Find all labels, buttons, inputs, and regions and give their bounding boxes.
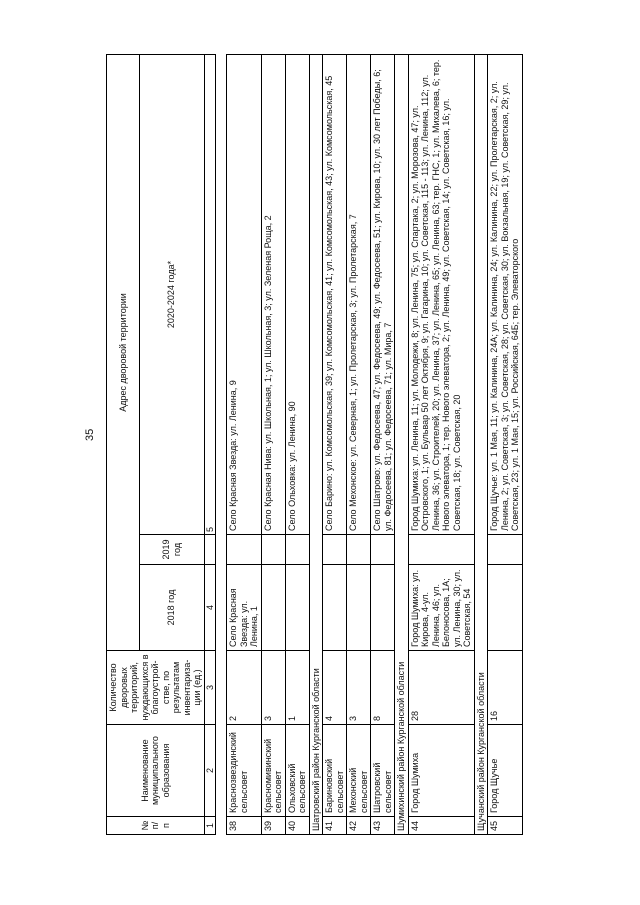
row-num: 42 [347,817,371,835]
colnum: 1 [204,817,216,835]
table-row [408,55,474,835]
row-2020: Село Красная Нива: ул. Школьная, 1; ул. Школьная, 3; ул. Зеленая Роща, 2 [261,55,285,535]
header-2020: 2020-2024 года* [139,55,204,535]
row-name: Бариновский сельсовет [323,725,347,817]
row-name: Краснозвездинский сельсовет [227,725,262,817]
header-num: № п/п [107,817,205,835]
row-count: 4 [323,651,347,725]
row-2019 [371,535,395,565]
row-2019 [285,535,309,565]
table-row [285,55,309,835]
row-2019 [261,535,285,565]
row-2020: Село Мехонское: ул. Северная, 1; ул. Пролетарская, 3; ул. Пролетарская, 7 [347,55,371,535]
table-row [347,55,371,835]
page-number: 35 [84,428,96,441]
row-2020: Село Шатрово: ул. Федосеева, 47; ул. Федосеева, 49; ул. Федосеева, 51; ул. Кирова, 10; ул. 30 лет Победы, 6; ул. Федосеева, 81; ул. Федосеева, 71; ул. Мира, 7 [371,55,395,535]
row-2019 [488,535,523,565]
row-name: Город Щучье [488,725,523,817]
colnum: 2 [204,725,216,817]
row-num: 44 [408,817,474,835]
row-2018 [285,565,309,651]
row-2020: Село Ольховка: ул. Ленина, 90 [285,55,309,535]
table-row [371,55,395,835]
colnum [204,535,216,565]
row-name: Город Шумиха [408,725,474,817]
row-count: 2 [227,651,262,725]
row-count: 3 [261,651,285,725]
row-2018 [323,565,347,651]
row-num: 45 [488,817,523,835]
colnum: 3 [204,651,216,725]
row-2018: Город Шумиха: ул. Кирова, 4-ул. Ленина, 46; ул. Белоносова, 1А; ул. Ленина, 30; ул. Советская, 54 [408,565,474,651]
row-count: 28 [408,651,474,725]
row-count: 8 [371,651,395,725]
colnum: 5 [204,55,216,535]
row-name: Красномивинский сельсовет [261,725,285,817]
row-2018 [347,565,371,651]
address-table [106,54,523,835]
rotated-page [106,55,616,835]
row-num: 38 [227,817,262,835]
table-row [488,55,523,835]
row-name: Мехонский сельсовет [347,725,371,817]
header-address: Адрес дворовой территории [107,55,140,651]
row-count: 16 [488,651,523,725]
region-heading: Шумихинский район Курганской области [395,55,409,835]
table-row [227,55,262,835]
table-row [323,55,347,835]
row-num: 40 [285,817,309,835]
row-count: 3 [347,651,371,725]
row-2018 [261,565,285,651]
region-heading: Щучанский район Курганской области [474,55,488,835]
row-name: Шатровский сельсовет [371,725,395,817]
row-2019 [347,535,371,565]
row-num: 41 [323,817,347,835]
header-2018: 2018 год [139,565,204,651]
row-num: 39 [261,817,285,835]
row-2019 [323,535,347,565]
row-2020: Село Барино: ул. Комсомольская, 39; ул. Комсомольская, 41; ул. Комсомольская, 43; ул. Комсомольская, 45 [323,55,347,535]
header-2019: 2019 год [139,535,204,565]
row-2018 [488,565,523,651]
row-2019 [227,535,262,565]
row-2018 [371,565,395,651]
row-2020: Город Шумиха: ул. Ленина, 11; ул. Молодежи, 8; ул. Ленина, 75; ул. Спартака, 2; ул. Морозова, 47; ул. Островского, 1; ул. Бульвар 50 лет Октября, 9; ул. Гагарина, 10; ул. Советская, 115 - 113; ул. Ленина, 112; ул. Ленина, 36; ул. Строителей, 20; ул. Ленина, 37; ул. Ленина, 65; ул. Ленина, 63; тер. ГНС, 1; ул. Михалева, 6; тер. Нового элеватора, 1; тер. Нового элеватора, 2; ул. Ленина, 49; ул. Советская, 14; ул. Советская, 16; ул. Советская, 18; ул. Советская, 20 [408,55,474,535]
row-num: 43 [371,817,395,835]
row-count: 1 [285,651,309,725]
row-2020: Город Щучье: ул. 1 Мая, 11; ул. Калинина, 24А; ул. Калинина, 24; ул. Калинина, 22; ул. Пролетарская, 2; ул. Ленина, 2; ул. Советская, 3; ул. Советская, 28; ул. Советская, 30; ул. Вокзальная, 19; ул. Советская, 29; ул. Советская, 23; ул. 1 Мая, 15; ул. Российская, 64Б; тер. Элеваторского [488,55,523,535]
table-row [261,55,285,835]
header-count: Количество дворовых территорий, нуждающихся в благоустрой-стве, по результатам инвентариза-ции (ед.) [107,651,205,725]
header-name: Наименование муниципального образования [107,725,205,817]
row-2019 [408,535,474,565]
colnum: 4 [204,565,216,651]
row-2018: Село Красная Звезда: ул. Ленина, 1 [227,565,262,651]
region-heading: Шатровский район Курганской области [309,55,323,835]
row-name: Ольховский сельсовет [285,725,309,817]
row-2020: Село Красная Звезда: ул. Ленина, 9 [227,55,262,535]
